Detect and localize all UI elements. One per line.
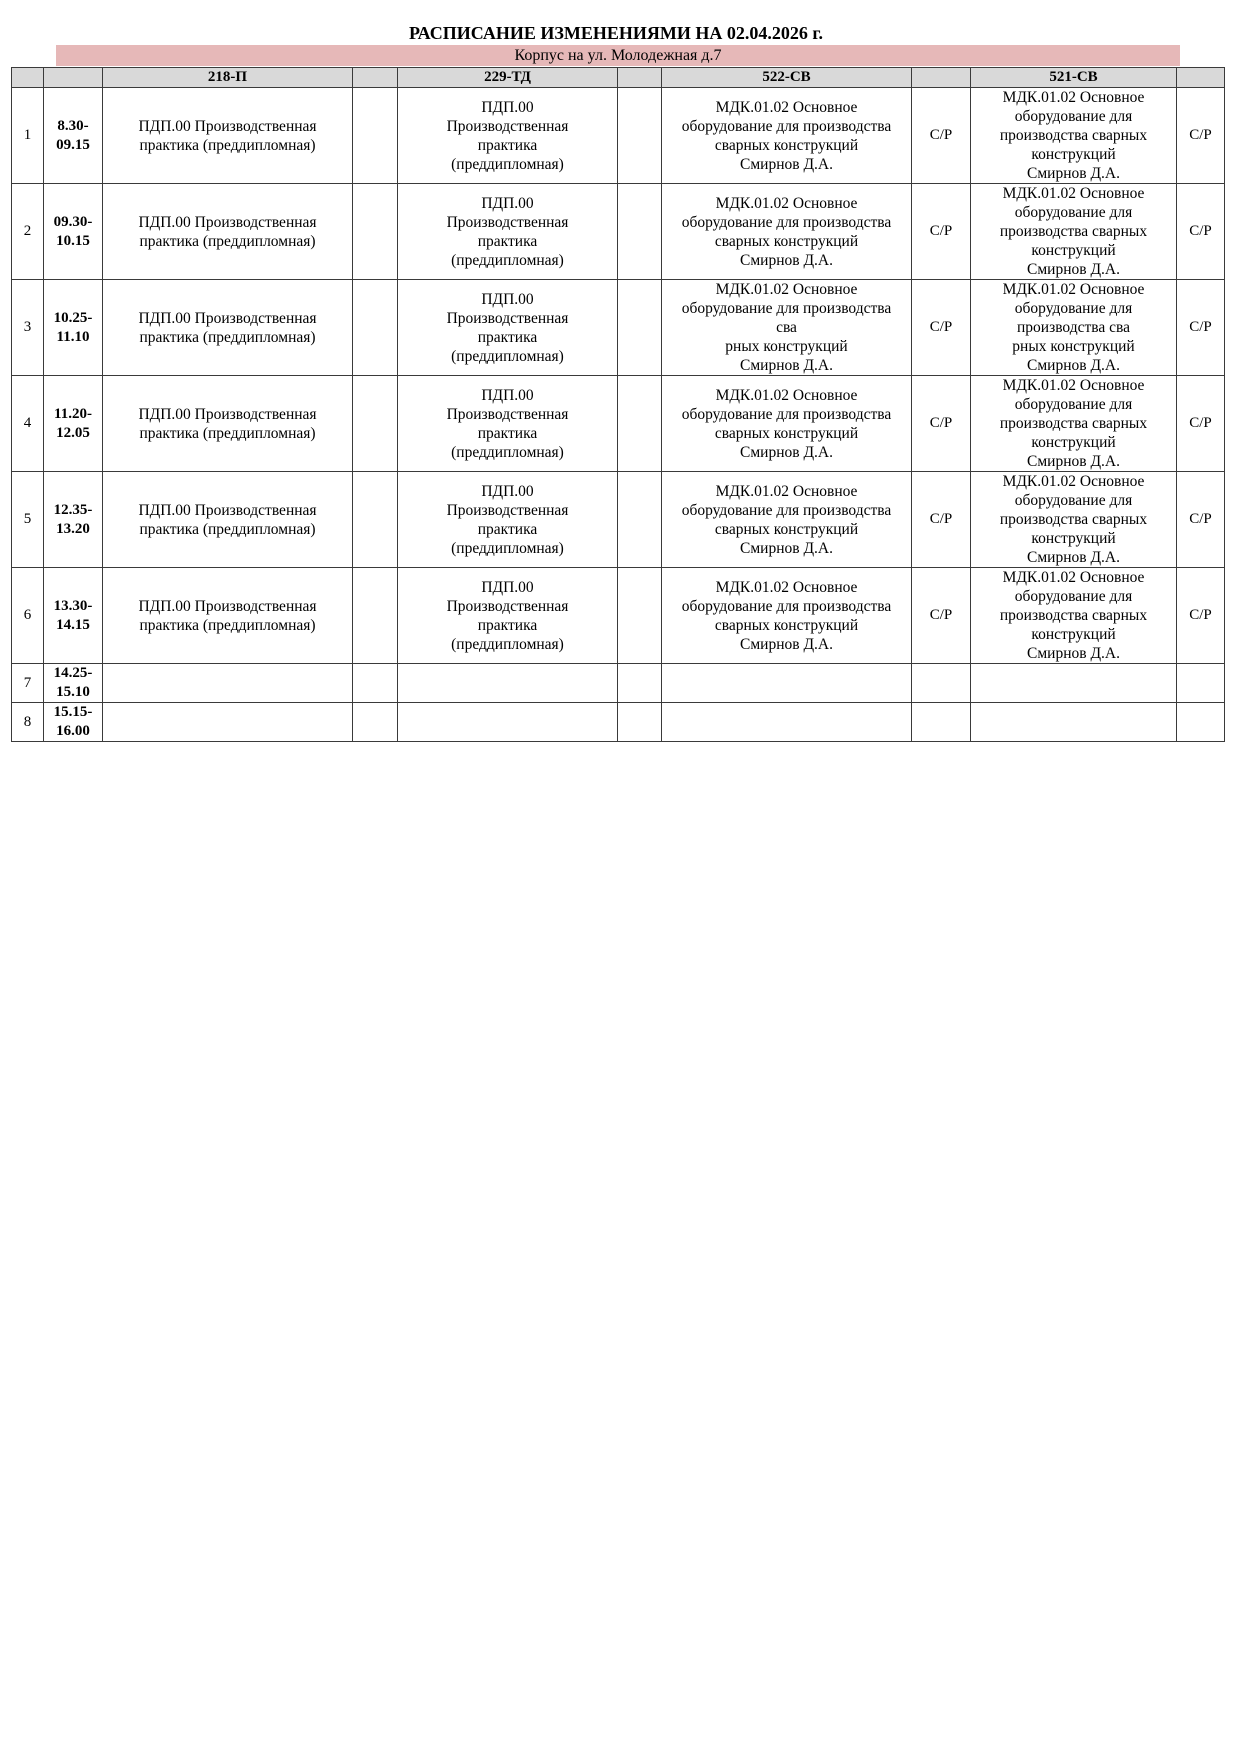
header-room-1 [353, 68, 398, 88]
lesson-time: 11.20- 12.05 [44, 376, 103, 472]
group-2-subject: ПДП.00 Производственная практика (преддипломная) [398, 376, 618, 472]
lesson-time: 12.35- 13.20 [44, 472, 103, 568]
lesson-number: 3 [12, 280, 44, 376]
group-3-room: С/Р [912, 568, 971, 664]
group-1-room [353, 472, 398, 568]
lesson-number: 7 [12, 664, 44, 703]
group-4-room: С/Р [1177, 88, 1225, 184]
group-4-room: С/Р [1177, 184, 1225, 280]
group-4-subject: МДК.01.02 Основное оборудование для производства сварных конструкций Смирнов Д.А. [971, 184, 1177, 280]
group-3-room [912, 664, 971, 703]
group-1-room [353, 88, 398, 184]
lesson-number: 4 [12, 376, 44, 472]
group-2-room [618, 184, 662, 280]
lesson-time: 15.15- 16.00 [44, 703, 103, 742]
group-1-room [353, 184, 398, 280]
group-2-room [618, 568, 662, 664]
header-group-3: 522-СВ [662, 68, 912, 88]
group-1-subject [103, 664, 353, 703]
group-1-room [353, 703, 398, 742]
header-room-2 [618, 68, 662, 88]
group-1-subject: ПДП.00 Производственная практика (преддипломная) [103, 88, 353, 184]
page-title: РАСПИСАНИЕ ИЗМЕНЕНИЯМИ НА 02.04.2026 г. [408, 23, 824, 43]
group-1-subject: ПДП.00 Производственная практика (преддипломная) [103, 568, 353, 664]
group-4-room: С/Р [1177, 472, 1225, 568]
table-row [12, 472, 1225, 568]
group-1-room [353, 664, 398, 703]
group-4-subject: МДК.01.02 Основное оборудование для производства сварных конструкций Смирнов Д.А. [971, 88, 1177, 184]
group-3-subject: МДК.01.02 Основное оборудование для производства сва рных конструкций Смирнов Д.А. [662, 280, 912, 376]
group-4-subject: МДК.01.02 Основное оборудование для производства сва рных конструкций Смирнов Д.А. [971, 280, 1177, 376]
group-2-room [618, 376, 662, 472]
group-4-room [1177, 703, 1225, 742]
group-4-room: С/Р [1177, 568, 1225, 664]
group-1-subject: ПДП.00 Производственная практика (преддипломная) [103, 376, 353, 472]
schedule-table [11, 67, 1225, 742]
header-room-3 [912, 68, 971, 88]
header-room-4 [1177, 68, 1225, 88]
group-2-subject: ПДП.00 Производственная практика (преддипломная) [398, 184, 618, 280]
group-3-subject: МДК.01.02 Основное оборудование для производства сварных конструкций Смирнов Д.А. [662, 376, 912, 472]
group-3-subject [662, 703, 912, 742]
header-group-4: 521-СВ [971, 68, 1177, 88]
group-1-subject [103, 703, 353, 742]
lesson-number: 2 [12, 184, 44, 280]
lesson-number: 8 [12, 703, 44, 742]
group-3-room [912, 703, 971, 742]
group-2-room [618, 703, 662, 742]
group-3-subject: МДК.01.02 Основное оборудование для производства сварных конструкций Смирнов Д.А. [662, 472, 912, 568]
table-row [12, 88, 1225, 184]
header-row [12, 68, 1225, 88]
group-3-subject: МДК.01.02 Основное оборудование для производства сварных конструкций Смирнов Д.А. [662, 88, 912, 184]
group-2-subject: ПДП.00 Производственная практика (преддипломная) [398, 472, 618, 568]
table-row [12, 184, 1225, 280]
group-1-room [353, 376, 398, 472]
group-3-room: С/Р [912, 280, 971, 376]
lesson-time: 13.30- 14.15 [44, 568, 103, 664]
group-1-subject: ПДП.00 Производственная практика (преддипломная) [103, 280, 353, 376]
group-3-room: С/Р [912, 472, 971, 568]
group-4-subject: МДК.01.02 Основное оборудование для производства сварных конструкций Смирнов Д.А. [971, 568, 1177, 664]
group-1-room [353, 280, 398, 376]
lesson-time: 14.25- 15.10 [44, 664, 103, 703]
header-group-2: 229-ТД [398, 68, 618, 88]
group-2-room [618, 472, 662, 568]
group-3-subject: МДК.01.02 Основное оборудование для производства сварных конструкций Смирнов Д.А. [662, 184, 912, 280]
group-4-room: С/Р [1177, 280, 1225, 376]
group-4-subject [971, 703, 1177, 742]
table-row [12, 280, 1225, 376]
group-1-subject: ПДП.00 Производственная практика (преддипломная) [103, 184, 353, 280]
group-3-room: С/Р [912, 376, 971, 472]
group-2-subject [398, 664, 618, 703]
group-4-subject: МДК.01.02 Основное оборудование для производства сварных конструкций Смирнов Д.А. [971, 376, 1177, 472]
group-2-subject: ПДП.00 Производственная практика (преддипломная) [398, 88, 618, 184]
group-2-room [618, 280, 662, 376]
group-3-subject [662, 664, 912, 703]
group-1-room [353, 568, 398, 664]
table-row [12, 664, 1225, 703]
lesson-time: 09.30- 10.15 [44, 184, 103, 280]
group-4-subject [971, 664, 1177, 703]
header-num [12, 68, 44, 88]
lesson-number: 5 [12, 472, 44, 568]
lesson-number: 1 [12, 88, 44, 184]
table-row [12, 376, 1225, 472]
table-row [12, 703, 1225, 742]
group-2-subject: ПДП.00 Производственная практика (преддипломная) [398, 280, 618, 376]
group-1-subject: ПДП.00 Производственная практика (преддипломная) [103, 472, 353, 568]
lesson-time: 8.30- 09.15 [44, 88, 103, 184]
group-3-room: С/Р [912, 184, 971, 280]
group-2-subject [398, 703, 618, 742]
group-4-room: С/Р [1177, 376, 1225, 472]
group-2-subject: ПДП.00 Производственная практика (преддипломная) [398, 568, 618, 664]
table-row [12, 568, 1225, 664]
group-2-room [618, 664, 662, 703]
group-3-subject: МДК.01.02 Основное оборудование для производства сварных конструкций Смирнов Д.А. [662, 568, 912, 664]
lesson-time: 10.25- 11.10 [44, 280, 103, 376]
group-4-subject: МДК.01.02 Основное оборудование для производства сварных конструкций Смирнов Д.А. [971, 472, 1177, 568]
header-group-1: 218-П [103, 68, 353, 88]
lesson-number: 6 [12, 568, 44, 664]
group-3-room: С/Р [912, 88, 971, 184]
building-banner: Корпус на ул. Молодежная д.7 [56, 45, 1180, 66]
header-time [44, 68, 103, 88]
group-2-room [618, 88, 662, 184]
group-4-room [1177, 664, 1225, 703]
